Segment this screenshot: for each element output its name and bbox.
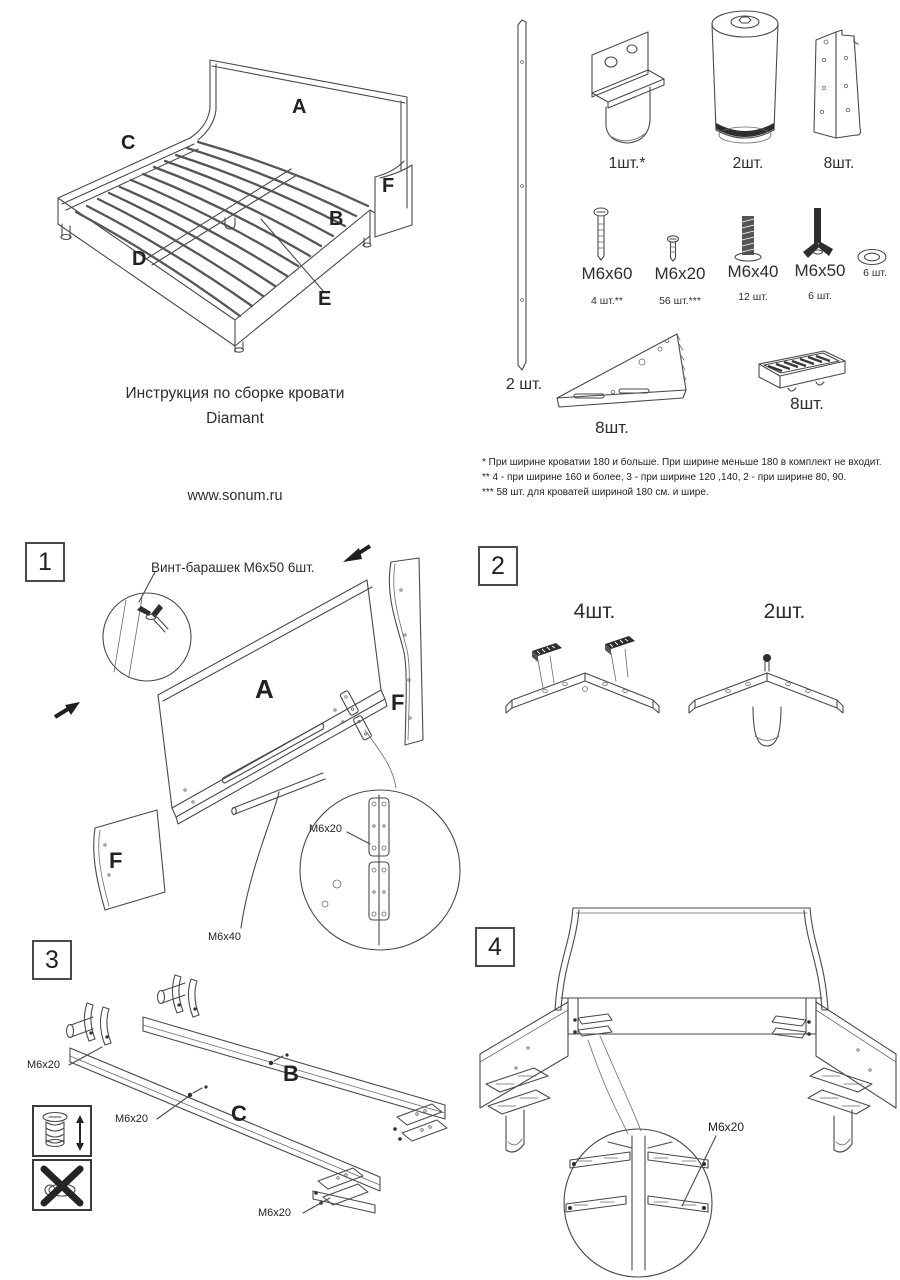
step-4 [458, 898, 900, 1280]
screw-m6x40-icon [735, 216, 761, 261]
slat-holder-icon [759, 351, 845, 391]
triangle-bracket-qty: 8шт. [595, 418, 629, 437]
step-3 [25, 933, 475, 1268]
side-panel-f-left-icon [94, 810, 165, 910]
screw-m6x60-name: M6x60 [581, 264, 633, 283]
step-3-number: 3 [32, 940, 72, 980]
step-3-m6x20-label-3: M6x20 [258, 1207, 292, 1219]
washer-qty: 6 шт. [863, 267, 887, 279]
screw-m6x50-qty: 6 шт. [808, 290, 832, 302]
step-1-m6x40-label: M6x40 [208, 931, 242, 943]
corner-plate-qty: 8шт. [823, 155, 855, 172]
step-3-drawing [25, 933, 475, 1268]
step-1-number: 1 [25, 542, 65, 582]
step-1-callout: Винт-барашек М6х50 6шт. [151, 560, 315, 575]
leg-bracket-part-icon [592, 32, 664, 143]
footnote-1: * При ширине кроватии 180 и больше. При ширине меньше 180 в комплект не входит. [482, 457, 882, 468]
bed-overview-drawing [28, 20, 473, 355]
footnote-2: ** 4 - при ширине 160 и более, 3 - при ширине 120 ,140, 2 - при ширине 80, 90. [482, 472, 847, 483]
step3-bracket-cluster-icon [158, 975, 200, 1017]
bed-label-c: C [121, 132, 136, 154]
corner-plate-with-leg-icon [689, 654, 843, 746]
step-4-number: 4 [475, 927, 515, 967]
screw-m6x40-name: M6x40 [727, 262, 779, 281]
wing-screw-m6x50-icon [803, 208, 833, 258]
screw-m6x60-qty: 4 шт.** [591, 295, 623, 307]
step-2-number: 2 [478, 546, 518, 586]
corner-plate-with-pads-icon [506, 636, 659, 713]
page-title-line1: Инструкция по сборке кровати [125, 385, 345, 402]
bed-label-b: B [329, 208, 344, 230]
step3-end-plates-icon [393, 1104, 447, 1141]
step3-small-screws-icon [188, 1053, 289, 1097]
slat-qty: 2 шт. [505, 376, 543, 393]
triangle-bracket-icon [557, 334, 686, 407]
screw-m6x20-qty: 56 шт.*** [659, 295, 701, 307]
step-3-m6x20-label-1: M6x20 [27, 1059, 61, 1071]
step-1-label-a: A [255, 674, 274, 704]
bed-label-d: D [132, 248, 147, 270]
step3-bracket-cluster2-icon [67, 1003, 112, 1045]
step-2-pads-qty: 4шт. [573, 600, 616, 623]
leg-bracket-qty: 1шт.* [608, 155, 646, 172]
footnote-3: *** 58 шт. для кроватей шириной 180 см. и шире. [482, 487, 709, 498]
screw-m6x20-name: M6x20 [654, 264, 706, 283]
corner-angle-part-icon [814, 30, 861, 138]
step-1-label-f-left: F [109, 848, 123, 873]
crossed-screw-icon [36, 1163, 88, 1207]
step4-detail-icon [566, 1136, 708, 1270]
bed-overview [28, 20, 473, 355]
screw-m6x50-name: M6x50 [794, 261, 846, 280]
no-overtighten-warning [32, 1159, 92, 1211]
step-4-m6x20-label: M6x20 [708, 1120, 745, 1134]
side-panel-f-right-icon [389, 558, 423, 745]
step-3-label-b: B [283, 1061, 299, 1086]
step3-end-plates2-icon [313, 1168, 375, 1213]
wing-screw-detail-icon [137, 604, 168, 632]
step-2 [470, 543, 900, 758]
cylinder-leg-part-icon [712, 11, 778, 143]
bed-label-f: F [382, 175, 395, 197]
step-3-label-c: C [231, 1101, 247, 1126]
step-4-drawing [458, 898, 900, 1280]
step4-left-corner-icon [486, 1068, 550, 1152]
hinge-plate-detail-icon [322, 795, 389, 945]
step-2-leg-qty: 2шт. [763, 600, 806, 623]
screw-m6x40-qty: 12 шт. [738, 291, 768, 303]
step-1-drawing [25, 540, 475, 970]
bed-label-e: E [318, 288, 332, 310]
slat-part-icon [518, 20, 526, 370]
step-1 [25, 540, 475, 970]
page-title-line2: Diamant [206, 410, 264, 427]
screw-m6x60-icon [594, 208, 608, 260]
washer-icon [858, 250, 886, 265]
step-1-label-f-right: F [391, 690, 405, 715]
screw-depth-warning [32, 1105, 92, 1157]
step4-right-corner-icon [808, 1068, 872, 1152]
bed-label-a: A [292, 96, 307, 118]
cylinder-leg-qty: 2шт. [732, 155, 764, 172]
screw-m6x20-icon [668, 236, 679, 261]
step-3-m6x20-label-2: M6x20 [115, 1113, 149, 1125]
step-1-m6x20-label: M6x20 [309, 823, 343, 835]
step-2-drawing [470, 543, 900, 758]
screw-depth-icon [36, 1109, 88, 1153]
website-url: www.sonum.ru [187, 488, 283, 504]
slat-holder-qty: 8шт. [790, 394, 824, 413]
